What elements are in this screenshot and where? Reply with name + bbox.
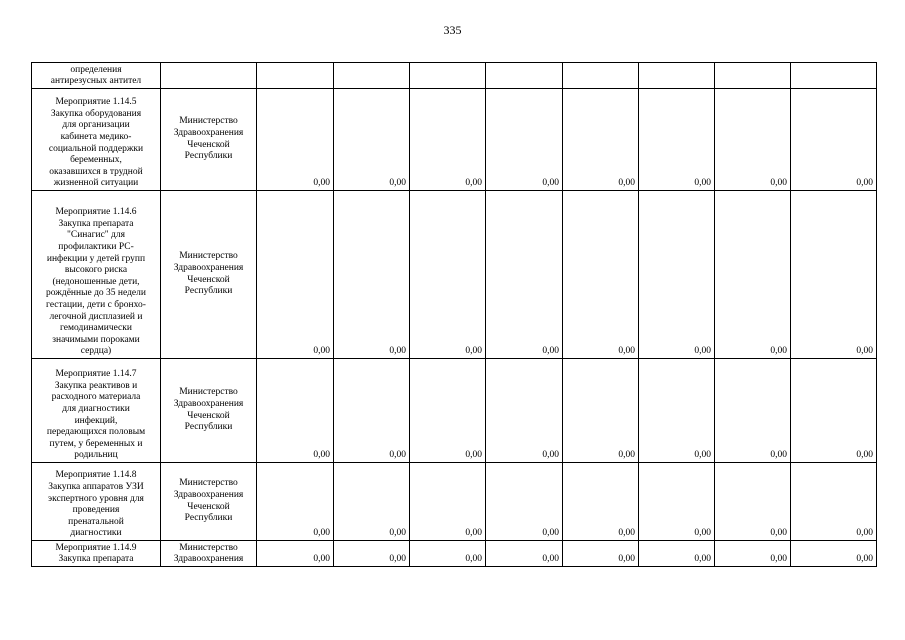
value-cell: 0,00	[715, 541, 791, 567]
value-cell: 0,00	[791, 191, 877, 359]
value-cell: 0,00	[563, 463, 639, 541]
value-cell: 0,00	[715, 359, 791, 463]
value-cell	[639, 63, 715, 89]
value-cell: 0,00	[486, 191, 563, 359]
measure-name-cell: Мероприятие 1.14.5 Закупка оборудования для организации кабинета медико- социальной поддержки беременных, оказавшихся в трудной жизненной ситуации	[32, 89, 161, 191]
value-cell: 0,00	[334, 89, 410, 191]
table-row	[32, 541, 877, 567]
value-cell: 0,00	[257, 89, 334, 191]
value-cell: 0,00	[410, 359, 486, 463]
value-cell: 0,00	[410, 89, 486, 191]
table-row	[32, 463, 877, 541]
value-cell: 0,00	[486, 359, 563, 463]
table-row	[32, 89, 877, 191]
value-cell: 0,00	[410, 541, 486, 567]
value-cell: 0,00	[410, 463, 486, 541]
value-cell: 0,00	[486, 463, 563, 541]
value-cell: 0,00	[639, 541, 715, 567]
value-cell: 0,00	[334, 191, 410, 359]
value-cell	[791, 63, 877, 89]
value-cell: 0,00	[639, 89, 715, 191]
page-number: 335	[443, 23, 462, 37]
table-row	[32, 359, 877, 463]
table-row	[32, 191, 877, 359]
value-cell: 0,00	[791, 359, 877, 463]
value-cell	[715, 63, 791, 89]
value-cell: 0,00	[563, 191, 639, 359]
value-cell: 0,00	[563, 359, 639, 463]
executor-cell: Министерство Здравоохранения Чеченской Республики	[161, 359, 257, 463]
executor-cell: Министерство Здравоохранения Чеченской Республики	[161, 89, 257, 191]
value-cell: 0,00	[334, 463, 410, 541]
value-cell: 0,00	[791, 541, 877, 567]
executor-cell: Министерство Здравоохранения Чеченской Республики	[161, 191, 257, 359]
table-body	[32, 63, 877, 567]
value-cell: 0,00	[563, 541, 639, 567]
value-cell: 0,00	[563, 89, 639, 191]
measure-name-cell: Мероприятие 1.14.8 Закупка аппаратов УЗИ экспертного уровня для проведения пренатальной диагностики	[32, 463, 161, 541]
measure-name-cell: Мероприятие 1.14.9 Закупка препарата	[32, 541, 161, 567]
value-cell	[410, 63, 486, 89]
value-cell	[257, 63, 334, 89]
value-cell: 0,00	[257, 359, 334, 463]
value-cell	[563, 63, 639, 89]
executor-cell: Министерство Здравоохранения	[161, 541, 257, 567]
value-cell: 0,00	[791, 463, 877, 541]
measure-name-cell: Мероприятие 1.14.6 Закупка препарата "Синагис" для профилактики РС- инфекции у детей групп высокого риска (недоношенные дети, рождённые до 35 недели гестации, дети с бронхо- легочной дисплазией и гемодинамически значимыми пороками сердца)	[32, 191, 161, 359]
value-cell: 0,00	[639, 359, 715, 463]
value-cell: 0,00	[486, 89, 563, 191]
value-cell: 0,00	[791, 89, 877, 191]
value-cell: 0,00	[257, 463, 334, 541]
value-cell: 0,00	[257, 541, 334, 567]
value-cell: 0,00	[410, 191, 486, 359]
budget-table	[31, 62, 877, 567]
value-cell: 0,00	[334, 359, 410, 463]
value-cell: 0,00	[639, 463, 715, 541]
value-cell: 0,00	[334, 541, 410, 567]
table-row	[32, 63, 877, 89]
value-cell: 0,00	[715, 191, 791, 359]
value-cell: 0,00	[715, 89, 791, 191]
value-cell: 0,00	[486, 541, 563, 567]
value-cell	[486, 63, 563, 89]
value-cell: 0,00	[257, 191, 334, 359]
executor-cell: Министерство Здравоохранения Чеченской Республики	[161, 463, 257, 541]
executor-cell	[161, 63, 257, 89]
value-cell: 0,00	[715, 463, 791, 541]
measure-name-cell: Мероприятие 1.14.7 Закупка реактивов и расходного материала для диагностики инфекций, передающихся половым путем, у беременных и родильниц	[32, 359, 161, 463]
value-cell	[334, 63, 410, 89]
value-cell: 0,00	[639, 191, 715, 359]
measure-name-cell: определения антирезусных антител	[32, 63, 161, 89]
